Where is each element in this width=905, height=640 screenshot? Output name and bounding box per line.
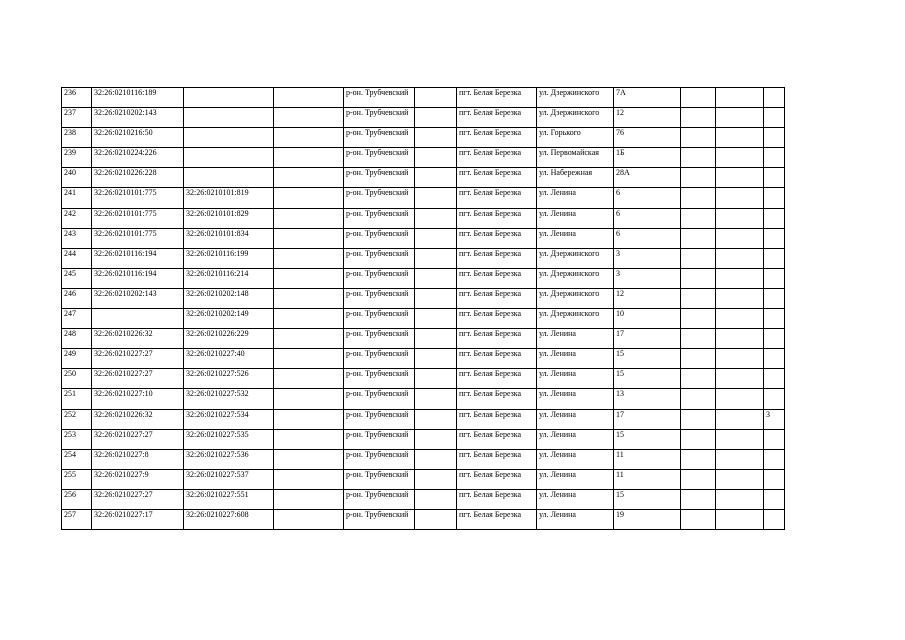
house-number: 15 bbox=[614, 369, 681, 389]
street-cell: ул. Ленина bbox=[537, 509, 614, 529]
blank-cell bbox=[415, 208, 457, 228]
settlement-cell: пгт. Белая Березка bbox=[457, 489, 537, 509]
settlement-cell: пгт. Белая Березка bbox=[457, 349, 537, 369]
blank-cell bbox=[681, 288, 716, 308]
blank-cell bbox=[716, 188, 764, 208]
district-cell: р-он. Трубчевский bbox=[344, 309, 415, 329]
blank-cell bbox=[681, 429, 716, 449]
district-cell: р-он. Трубчевский bbox=[344, 248, 415, 268]
blank-cell bbox=[274, 188, 344, 208]
blank-cell bbox=[274, 429, 344, 449]
blank-cell bbox=[274, 349, 344, 369]
street-cell: ул. Ленина bbox=[537, 489, 614, 509]
blank-cell bbox=[274, 309, 344, 329]
cadastral-number-2: 32:26:0210101:834 bbox=[184, 228, 274, 248]
district-cell: р-он. Трубчевский bbox=[344, 228, 415, 248]
cadastral-number: 32:26:0210101:775 bbox=[92, 208, 184, 228]
cadastral-number-2: 32:26:0210227:608 bbox=[184, 509, 274, 529]
settlement-cell: пгт. Белая Березка bbox=[457, 268, 537, 288]
blank-cell bbox=[415, 349, 457, 369]
cadastral-number: 32:26:0210227:27 bbox=[92, 429, 184, 449]
district-cell: р-он. Трубчевский bbox=[344, 369, 415, 389]
blank-cell bbox=[681, 128, 716, 148]
blank-cell bbox=[716, 449, 764, 469]
blank-cell bbox=[274, 509, 344, 529]
district-cell: р-он. Трубчевский bbox=[344, 128, 415, 148]
cadastral-number-2: 32:26:0210227:535 bbox=[184, 429, 274, 449]
blank-cell bbox=[274, 128, 344, 148]
row-number: 242 bbox=[62, 208, 92, 228]
house-number: 11 bbox=[614, 449, 681, 469]
blank-cell bbox=[681, 389, 716, 409]
table-row bbox=[62, 489, 785, 509]
extra-value bbox=[764, 248, 785, 268]
extra-value bbox=[764, 329, 785, 349]
settlement-cell: пгт. Белая Березка bbox=[457, 509, 537, 529]
house-number: 6 bbox=[614, 208, 681, 228]
settlement-cell: пгт. Белая Березка bbox=[457, 108, 537, 128]
blank-cell bbox=[681, 369, 716, 389]
table-row bbox=[62, 128, 785, 148]
cadastral-number-2: 32:26:0210116:199 bbox=[184, 248, 274, 268]
table-row bbox=[62, 288, 785, 308]
blank-cell bbox=[716, 369, 764, 389]
blank-cell bbox=[716, 288, 764, 308]
blank-cell bbox=[274, 389, 344, 409]
district-cell: р-он. Трубчевский bbox=[344, 88, 415, 108]
cadastral-number: 32:26:0210101:775 bbox=[92, 228, 184, 248]
house-number: 15 bbox=[614, 429, 681, 449]
row-number: 244 bbox=[62, 248, 92, 268]
cadastral-number: 32:26:0210116:189 bbox=[92, 88, 184, 108]
district-cell: р-он. Трубчевский bbox=[344, 449, 415, 469]
house-number: 28А bbox=[614, 168, 681, 188]
settlement-cell: пгт. Белая Березка bbox=[457, 88, 537, 108]
row-number: 237 bbox=[62, 108, 92, 128]
property-table bbox=[61, 87, 785, 530]
house-number: 6 bbox=[614, 188, 681, 208]
blank-cell bbox=[415, 148, 457, 168]
street-cell: ул. Ленина bbox=[537, 329, 614, 349]
street-cell: ул. Дзержинского bbox=[537, 248, 614, 268]
district-cell: р-он. Трубчевский bbox=[344, 509, 415, 529]
street-cell: ул. Ленина bbox=[537, 469, 614, 489]
cadastral-number-2: 32:26:0210226:229 bbox=[184, 329, 274, 349]
blank-cell bbox=[415, 409, 457, 429]
street-cell: ул. Ленина bbox=[537, 429, 614, 449]
extra-value bbox=[764, 128, 785, 148]
settlement-cell: пгт. Белая Березка bbox=[457, 188, 537, 208]
extra-value bbox=[764, 208, 785, 228]
blank-cell bbox=[681, 88, 716, 108]
blank-cell bbox=[415, 369, 457, 389]
row-number: 257 bbox=[62, 509, 92, 529]
settlement-cell: пгт. Белая Березка bbox=[457, 389, 537, 409]
row-number: 240 bbox=[62, 168, 92, 188]
blank-cell bbox=[415, 449, 457, 469]
cadastral-number: 32:26:0210227:9 bbox=[92, 469, 184, 489]
row-number: 246 bbox=[62, 288, 92, 308]
district-cell: р-он. Трубчевский bbox=[344, 329, 415, 349]
settlement-cell: пгт. Белая Березка bbox=[457, 168, 537, 188]
blank-cell bbox=[716, 228, 764, 248]
cadastral-number: 32:26:0210101:775 bbox=[92, 188, 184, 208]
row-number: 256 bbox=[62, 489, 92, 509]
extra-value bbox=[764, 268, 785, 288]
blank-cell bbox=[415, 288, 457, 308]
row-number: 236 bbox=[62, 88, 92, 108]
blank-cell bbox=[681, 509, 716, 529]
street-cell: ул. Ленина bbox=[537, 389, 614, 409]
table-row bbox=[62, 329, 785, 349]
extra-value bbox=[764, 449, 785, 469]
cadastral-number-2: 32:26:0210202:148 bbox=[184, 288, 274, 308]
blank-cell bbox=[716, 389, 764, 409]
blank-cell bbox=[274, 268, 344, 288]
row-number: 239 bbox=[62, 148, 92, 168]
blank-cell bbox=[274, 409, 344, 429]
extra-value bbox=[764, 188, 785, 208]
district-cell: р-он. Трубчевский bbox=[344, 168, 415, 188]
blank-cell bbox=[716, 268, 764, 288]
cadastral-number-2 bbox=[184, 148, 274, 168]
blank-cell bbox=[415, 309, 457, 329]
house-number: 15 bbox=[614, 349, 681, 369]
settlement-cell: пгт. Белая Березка bbox=[457, 288, 537, 308]
extra-value bbox=[764, 88, 785, 108]
row-number: 252 bbox=[62, 409, 92, 429]
street-cell: ул. Ленина bbox=[537, 449, 614, 469]
cadastral-number-2: 32:26:0210227:526 bbox=[184, 369, 274, 389]
house-number: 19 bbox=[614, 509, 681, 529]
blank-cell bbox=[274, 208, 344, 228]
house-number: 3 bbox=[614, 268, 681, 288]
street-cell: ул. Горького bbox=[537, 128, 614, 148]
blank-cell bbox=[274, 88, 344, 108]
settlement-cell: пгт. Белая Березка bbox=[457, 309, 537, 329]
blank-cell bbox=[274, 329, 344, 349]
row-number: 251 bbox=[62, 389, 92, 409]
extra-value bbox=[764, 288, 785, 308]
settlement-cell: пгт. Белая Березка bbox=[457, 429, 537, 449]
street-cell: ул. Первомайская bbox=[537, 148, 614, 168]
blank-cell bbox=[415, 248, 457, 268]
cadastral-number-2: 32:26:0210227:537 bbox=[184, 469, 274, 489]
house-number: 17 bbox=[614, 409, 681, 429]
row-number: 245 bbox=[62, 268, 92, 288]
blank-cell bbox=[716, 429, 764, 449]
house-number: 15 bbox=[614, 489, 681, 509]
district-cell: р-он. Трубчевский bbox=[344, 148, 415, 168]
cadastral-number: 32:26:0210227:27 bbox=[92, 369, 184, 389]
settlement-cell: пгт. Белая Березка bbox=[457, 369, 537, 389]
house-number: 12 bbox=[614, 288, 681, 308]
district-cell: р-он. Трубчевский bbox=[344, 108, 415, 128]
settlement-cell: пгт. Белая Березка bbox=[457, 248, 537, 268]
street-cell: ул. Дзержинского bbox=[537, 88, 614, 108]
cadastral-number: 32:26:0210216:50 bbox=[92, 128, 184, 148]
cadastral-number: 32:26:0210227:27 bbox=[92, 349, 184, 369]
row-number: 250 bbox=[62, 369, 92, 389]
street-cell: ул. Ленина bbox=[537, 349, 614, 369]
table-row bbox=[62, 248, 785, 268]
blank-cell bbox=[716, 208, 764, 228]
cadastral-number: 32:26:0210116:194 bbox=[92, 268, 184, 288]
blank-cell bbox=[274, 228, 344, 248]
table-row bbox=[62, 409, 785, 429]
street-cell: ул. Набережная bbox=[537, 168, 614, 188]
extra-value bbox=[764, 509, 785, 529]
table-row bbox=[62, 188, 785, 208]
table-row bbox=[62, 509, 785, 529]
cadastral-number-2 bbox=[184, 108, 274, 128]
blank-cell bbox=[716, 469, 764, 489]
blank-cell bbox=[681, 489, 716, 509]
cadastral-number-2: 32:26:0210202:149 bbox=[184, 309, 274, 329]
house-number: 13 bbox=[614, 389, 681, 409]
extra-value bbox=[764, 228, 785, 248]
table-row bbox=[62, 309, 785, 329]
table-row bbox=[62, 148, 785, 168]
extra-value bbox=[764, 108, 785, 128]
blank-cell bbox=[274, 168, 344, 188]
blank-cell bbox=[681, 168, 716, 188]
blank-cell bbox=[274, 489, 344, 509]
extra-value bbox=[764, 369, 785, 389]
blank-cell bbox=[716, 309, 764, 329]
blank-cell bbox=[274, 288, 344, 308]
row-number: 248 bbox=[62, 329, 92, 349]
settlement-cell: пгт. Белая Березка bbox=[457, 148, 537, 168]
blank-cell bbox=[274, 369, 344, 389]
district-cell: р-он. Трубчевский bbox=[344, 429, 415, 449]
blank-cell bbox=[274, 248, 344, 268]
settlement-cell: пгт. Белая Березка bbox=[457, 329, 537, 349]
blank-cell bbox=[716, 88, 764, 108]
table-row bbox=[62, 389, 785, 409]
cadastral-number: 32:26:0210227:17 bbox=[92, 509, 184, 529]
extra-value bbox=[764, 349, 785, 369]
blank-cell bbox=[716, 148, 764, 168]
blank-cell bbox=[716, 489, 764, 509]
settlement-cell: пгт. Белая Березка bbox=[457, 409, 537, 429]
cadastral-number: 32:26:0210116:194 bbox=[92, 248, 184, 268]
house-number: 76 bbox=[614, 128, 681, 148]
blank-cell bbox=[415, 329, 457, 349]
extra-value bbox=[764, 489, 785, 509]
cadastral-number-2: 32:26:0210227:536 bbox=[184, 449, 274, 469]
row-number: 253 bbox=[62, 429, 92, 449]
blank-cell bbox=[681, 248, 716, 268]
cadastral-number: 32:26:0210227:10 bbox=[92, 389, 184, 409]
district-cell: р-он. Трубчевский bbox=[344, 288, 415, 308]
blank-cell bbox=[681, 309, 716, 329]
blank-cell bbox=[415, 389, 457, 409]
blank-cell bbox=[415, 509, 457, 529]
district-cell: р-он. Трубчевский bbox=[344, 188, 415, 208]
district-cell: р-он. Трубчевский bbox=[344, 409, 415, 429]
blank-cell bbox=[681, 228, 716, 248]
cadastral-number-2 bbox=[184, 168, 274, 188]
extra-value bbox=[764, 168, 785, 188]
settlement-cell: пгт. Белая Березка bbox=[457, 208, 537, 228]
house-number: 7А bbox=[614, 88, 681, 108]
row-number: 247 bbox=[62, 309, 92, 329]
cadastral-number: 32:26:0210227:27 bbox=[92, 489, 184, 509]
blank-cell bbox=[681, 469, 716, 489]
street-cell: ул. Ленина bbox=[537, 208, 614, 228]
settlement-cell: пгт. Белая Березка bbox=[457, 128, 537, 148]
blank-cell bbox=[415, 168, 457, 188]
cadastral-number-2: 32:26:0210101:819 bbox=[184, 188, 274, 208]
blank-cell bbox=[415, 469, 457, 489]
table-row bbox=[62, 429, 785, 449]
blank-cell bbox=[274, 449, 344, 469]
table-row bbox=[62, 228, 785, 248]
blank-cell bbox=[415, 88, 457, 108]
cadastral-number: 32:26:0210226:32 bbox=[92, 329, 184, 349]
street-cell: ул. Ленина bbox=[537, 409, 614, 429]
district-cell: р-он. Трубчевский bbox=[344, 208, 415, 228]
cadastral-number-2: 32:26:0210227:551 bbox=[184, 489, 274, 509]
table-row bbox=[62, 208, 785, 228]
house-number: 11 bbox=[614, 469, 681, 489]
cadastral-number bbox=[92, 309, 184, 329]
extra-value bbox=[764, 469, 785, 489]
house-number: 6 bbox=[614, 228, 681, 248]
cadastral-number: 32:26:0210202:143 bbox=[92, 288, 184, 308]
table-body bbox=[62, 88, 785, 530]
district-cell: р-он. Трубчевский bbox=[344, 349, 415, 369]
extra-value bbox=[764, 389, 785, 409]
blank-cell bbox=[681, 108, 716, 128]
blank-cell bbox=[415, 429, 457, 449]
blank-cell bbox=[681, 188, 716, 208]
district-cell: р-он. Трубчевский bbox=[344, 469, 415, 489]
blank-cell bbox=[681, 409, 716, 429]
row-number: 255 bbox=[62, 469, 92, 489]
cadastral-number-2: 32:26:0210101:829 bbox=[184, 208, 274, 228]
blank-cell bbox=[415, 188, 457, 208]
extra-value bbox=[764, 148, 785, 168]
blank-cell bbox=[274, 148, 344, 168]
table-row bbox=[62, 369, 785, 389]
row-number: 249 bbox=[62, 349, 92, 369]
blank-cell bbox=[681, 208, 716, 228]
blank-cell bbox=[415, 268, 457, 288]
cadastral-number-2: 32:26:0210227:532 bbox=[184, 389, 274, 409]
street-cell: ул. Ленина bbox=[537, 228, 614, 248]
district-cell: р-он. Трубчевский bbox=[344, 489, 415, 509]
extra-value bbox=[764, 429, 785, 449]
cadastral-number-2: 32:26:0210227:534 bbox=[184, 409, 274, 429]
street-cell: ул. Ленина bbox=[537, 188, 614, 208]
settlement-cell: пгт. Белая Березка bbox=[457, 469, 537, 489]
blank-cell bbox=[274, 108, 344, 128]
cadastral-number: 32:26:0210226:32 bbox=[92, 409, 184, 429]
cadastral-number-2: 32:26:0210227:40 bbox=[184, 349, 274, 369]
settlement-cell: пгт. Белая Березка bbox=[457, 449, 537, 469]
table-row bbox=[62, 168, 785, 188]
house-number: 17 bbox=[614, 329, 681, 349]
blank-cell bbox=[716, 409, 764, 429]
blank-cell bbox=[716, 128, 764, 148]
blank-cell bbox=[716, 108, 764, 128]
house-number: 12 bbox=[614, 108, 681, 128]
blank-cell bbox=[681, 329, 716, 349]
blank-cell bbox=[415, 489, 457, 509]
extra-value: 3 bbox=[764, 409, 785, 429]
blank-cell bbox=[415, 108, 457, 128]
street-cell: ул. Дзержинского bbox=[537, 108, 614, 128]
district-cell: р-он. Трубчевский bbox=[344, 268, 415, 288]
blank-cell bbox=[681, 148, 716, 168]
street-cell: ул. Дзержинского bbox=[537, 268, 614, 288]
table-row bbox=[62, 108, 785, 128]
cadastral-number: 32:26:0210202:143 bbox=[92, 108, 184, 128]
row-number: 243 bbox=[62, 228, 92, 248]
table-row bbox=[62, 349, 785, 369]
row-number: 238 bbox=[62, 128, 92, 148]
table-row bbox=[62, 88, 785, 108]
street-cell: ул. Дзержинского bbox=[537, 309, 614, 329]
settlement-cell: пгт. Белая Березка bbox=[457, 228, 537, 248]
blank-cell bbox=[716, 329, 764, 349]
street-cell: ул. Дзержинского bbox=[537, 288, 614, 308]
blank-cell bbox=[716, 248, 764, 268]
street-cell: ул. Ленина bbox=[537, 369, 614, 389]
table-row bbox=[62, 268, 785, 288]
cadastral-number-2 bbox=[184, 128, 274, 148]
cadastral-number-2 bbox=[184, 88, 274, 108]
cadastral-number: 32:26:0210226:228 bbox=[92, 168, 184, 188]
blank-cell bbox=[716, 509, 764, 529]
table-row bbox=[62, 469, 785, 489]
blank-cell bbox=[415, 228, 457, 248]
blank-cell bbox=[716, 168, 764, 188]
house-number: 10 bbox=[614, 309, 681, 329]
row-number: 254 bbox=[62, 449, 92, 469]
blank-cell bbox=[716, 349, 764, 369]
district-cell: р-он. Трубчевский bbox=[344, 389, 415, 409]
cadastral-number-2: 32:26:0210116:214 bbox=[184, 268, 274, 288]
row-number: 241 bbox=[62, 188, 92, 208]
extra-value bbox=[764, 309, 785, 329]
blank-cell bbox=[681, 349, 716, 369]
table-row bbox=[62, 449, 785, 469]
cadastral-number: 32:26:0210227:8 bbox=[92, 449, 184, 469]
house-number: 3 bbox=[614, 248, 681, 268]
house-number: 1Б bbox=[614, 148, 681, 168]
blank-cell bbox=[415, 128, 457, 148]
blank-cell bbox=[274, 469, 344, 489]
blank-cell bbox=[681, 449, 716, 469]
cadastral-number: 32:26:0210224:226 bbox=[92, 148, 184, 168]
blank-cell bbox=[681, 268, 716, 288]
